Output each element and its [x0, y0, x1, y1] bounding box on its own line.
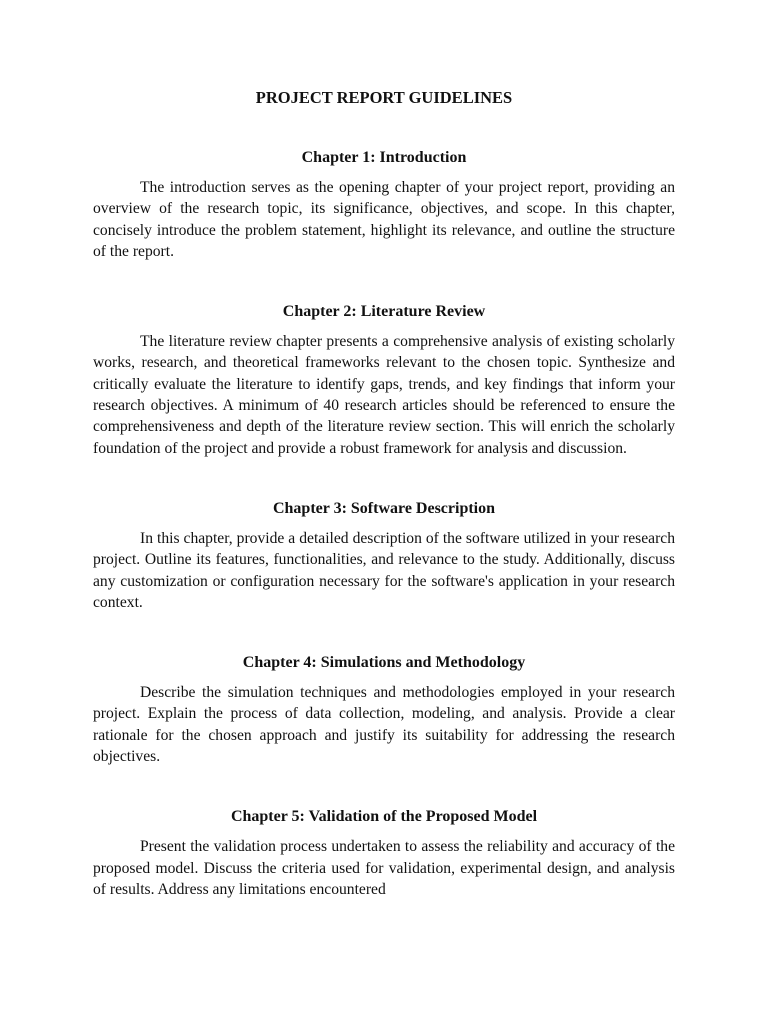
chapter-5-body: Present the validation process undertaken to assess the reliability and accuracy of the proposed model. Discuss the criteria used for validation, experimental design, and analysis of results. Address any limitations encountered: [93, 838, 675, 898]
chapter-5-section: [93, 807, 675, 900]
chapter-1-heading: Chapter 1: Introduction: [301, 149, 467, 166]
chapter-4-heading: Chapter 4: Simulations and Methodology: [242, 654, 526, 672]
chapter-3-heading: Chapter 3: Software Description: [272, 499, 496, 517]
chapter-5-heading: Chapter 5: Validation of the Proposed Model: [230, 808, 538, 826]
chapter-2-section: [93, 302, 675, 459]
chapter-2-body: The literature review chapter presents a comprehensive analysis of existing scholarly works, research, and theoretical frameworks relevant to the chosen topic. Synthesize and critically evaluate the literature to identify gaps, trends, and key findings that inform your research objectives. A minimum of 40 research articles should be referenced to ensure the comprehensiveness and depth of the literature review section. This will enrich the scholarly foundation of the project and provide a robust framework for analysis and discussion.: [93, 333, 675, 457]
chapter-1-section: [93, 148, 675, 262]
chapter-3-body: In this chapter, provide a detailed description of the software utilized in your research project. Outline its features, functionalities, and relevance to the study. Additionally, discuss any customization or configuration necessary for the software's application in your research context.: [93, 529, 675, 611]
chapter-4-body: Describe the simulation techniques and methodologies employed in your research project. Explain the process of data collection, modeling, and analysis. Provide a clear rationale for the chosen approach and justify its suitability for addressing the research objectives.: [93, 684, 675, 766]
chapter-1-body: The introduction serves as the opening chapter of your project report, providing an overview of the research topic, its significance, objectives, and scope. In this chapter, concisely introduce the problem statement, highlight its relevance, and outline the structure of the report.: [93, 179, 675, 260]
document-page: [93, 88, 675, 940]
chapter-3-section: [93, 499, 675, 613]
chapter-4-section: [93, 653, 675, 767]
document-title: PROJECT REPORT GUIDELINES: [255, 88, 513, 107]
chapter-2-heading: Chapter 2: Literature Review: [282, 303, 486, 321]
